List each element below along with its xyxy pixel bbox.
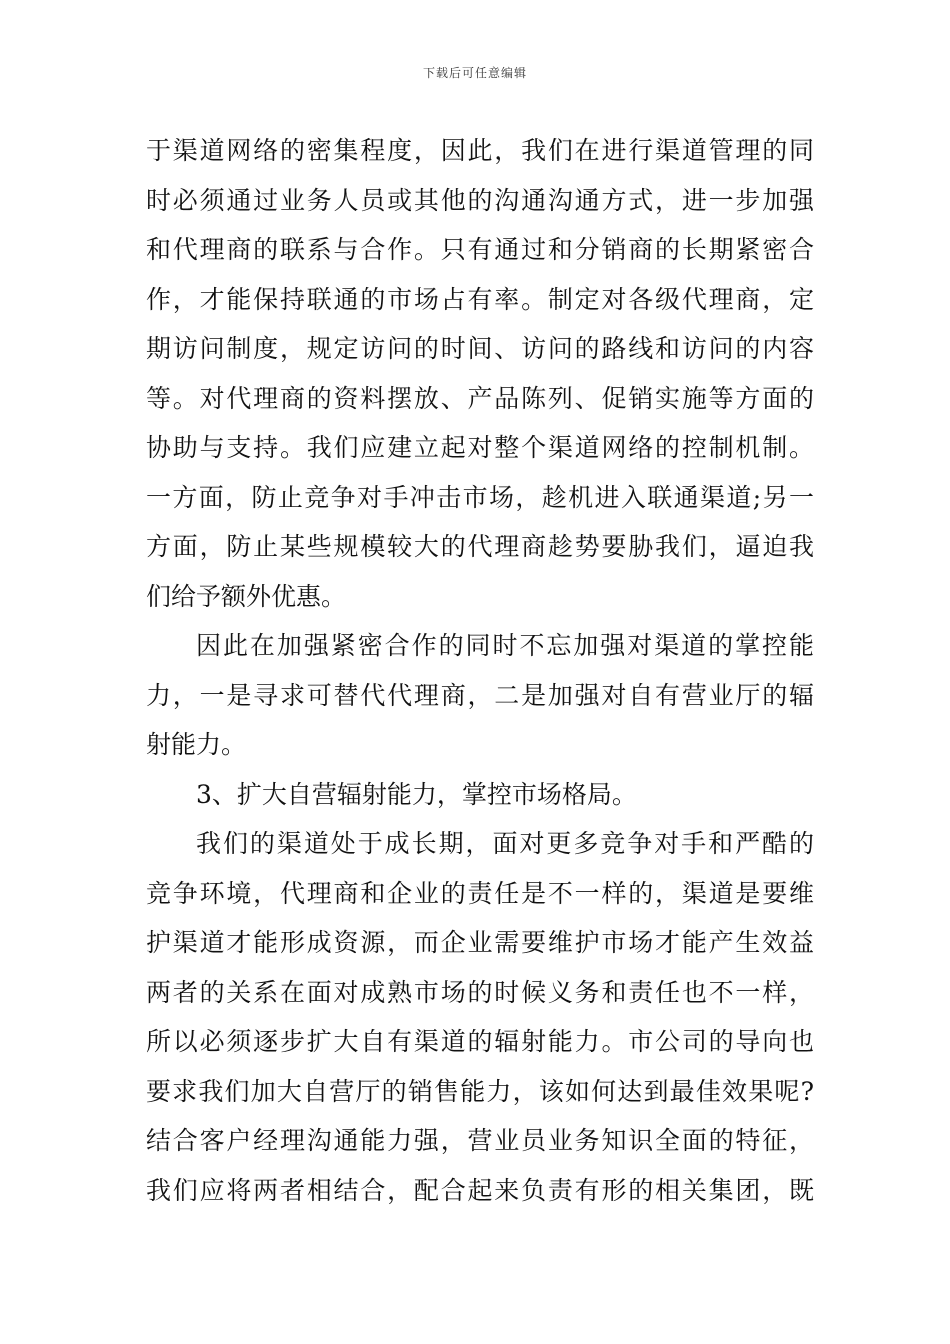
page-header: 下载后可任意编辑 xyxy=(422,66,527,80)
text-line: 时必须通过业务人员或其他的沟通沟通方式，进一步加强 xyxy=(146,185,814,215)
paragraph-3 xyxy=(146,819,814,1215)
text-line: 期访问制度，规定访问的时间、访问的路线和访问的内容 xyxy=(146,334,814,363)
text-line: 两者的关系在面对成熟市场的时候义务和责任也不一样， xyxy=(146,977,814,1007)
text-line: 因此在加强紧密合作的同时不忘加强对渠道的掌控能 xyxy=(196,631,814,660)
text-line: 作，才能保持联通的市场占有率。制定对各级代理商，定 xyxy=(146,284,814,314)
text-line: 所以必须逐步扩大自有渠道的辐射能力。市公司的导向也 xyxy=(146,1027,814,1056)
text-line: 一方面，防止竞争对手冲击市场，趁机进入联通渠道;另一 xyxy=(146,482,814,512)
paragraph-2 xyxy=(146,621,814,770)
text-line: 于渠道网络的密集程度，因此，我们在进行渠道管理的同 xyxy=(146,136,814,165)
paragraph-1 xyxy=(146,126,814,621)
text-line: 等。对代理商的资料摆放、产品陈列、促销实施等方面的 xyxy=(146,383,814,413)
text-line: 和代理商的联系与合作。只有通过和分销商的长期紧密合 xyxy=(146,235,814,264)
section-heading xyxy=(146,770,814,820)
text-line: 3、扩大自营辐射能力，掌控市场格局。 xyxy=(196,779,637,809)
text-line: 协助与支持。我们应建立起对整个渠道网络的控制机制。 xyxy=(146,433,814,462)
text-line: 结合客户经理沟通能力强，营业员业务知识全面的特征， xyxy=(146,1126,814,1155)
text-line: 要求我们加大自营厅的销售能力，该如何达到最佳效果呢? xyxy=(146,1076,814,1106)
text-line: 护渠道才能形成资源，而企业需要维护市场才能产生效益 xyxy=(146,928,814,957)
text-line: 我们应将两者相结合，配合起来负责有形的相关集团，既 xyxy=(146,1175,814,1205)
text-line: 力，一是寻求可替代代理商，二是加强对自有营业厅的辐 xyxy=(146,680,814,710)
text-line: 们给予额外优惠。 xyxy=(146,581,347,611)
text-line: 我们的渠道处于成长期，面对更多竞争对手和严酷的 xyxy=(196,829,814,858)
document-body xyxy=(146,126,814,1215)
text-line: 射能力。 xyxy=(146,730,247,759)
text-line: 方面，防止某些规模较大的代理商趁势要胁我们，逼迫我 xyxy=(146,532,814,561)
text-line: 竞争环境，代理商和企业的责任是不一样的，渠道是要维 xyxy=(146,878,814,908)
